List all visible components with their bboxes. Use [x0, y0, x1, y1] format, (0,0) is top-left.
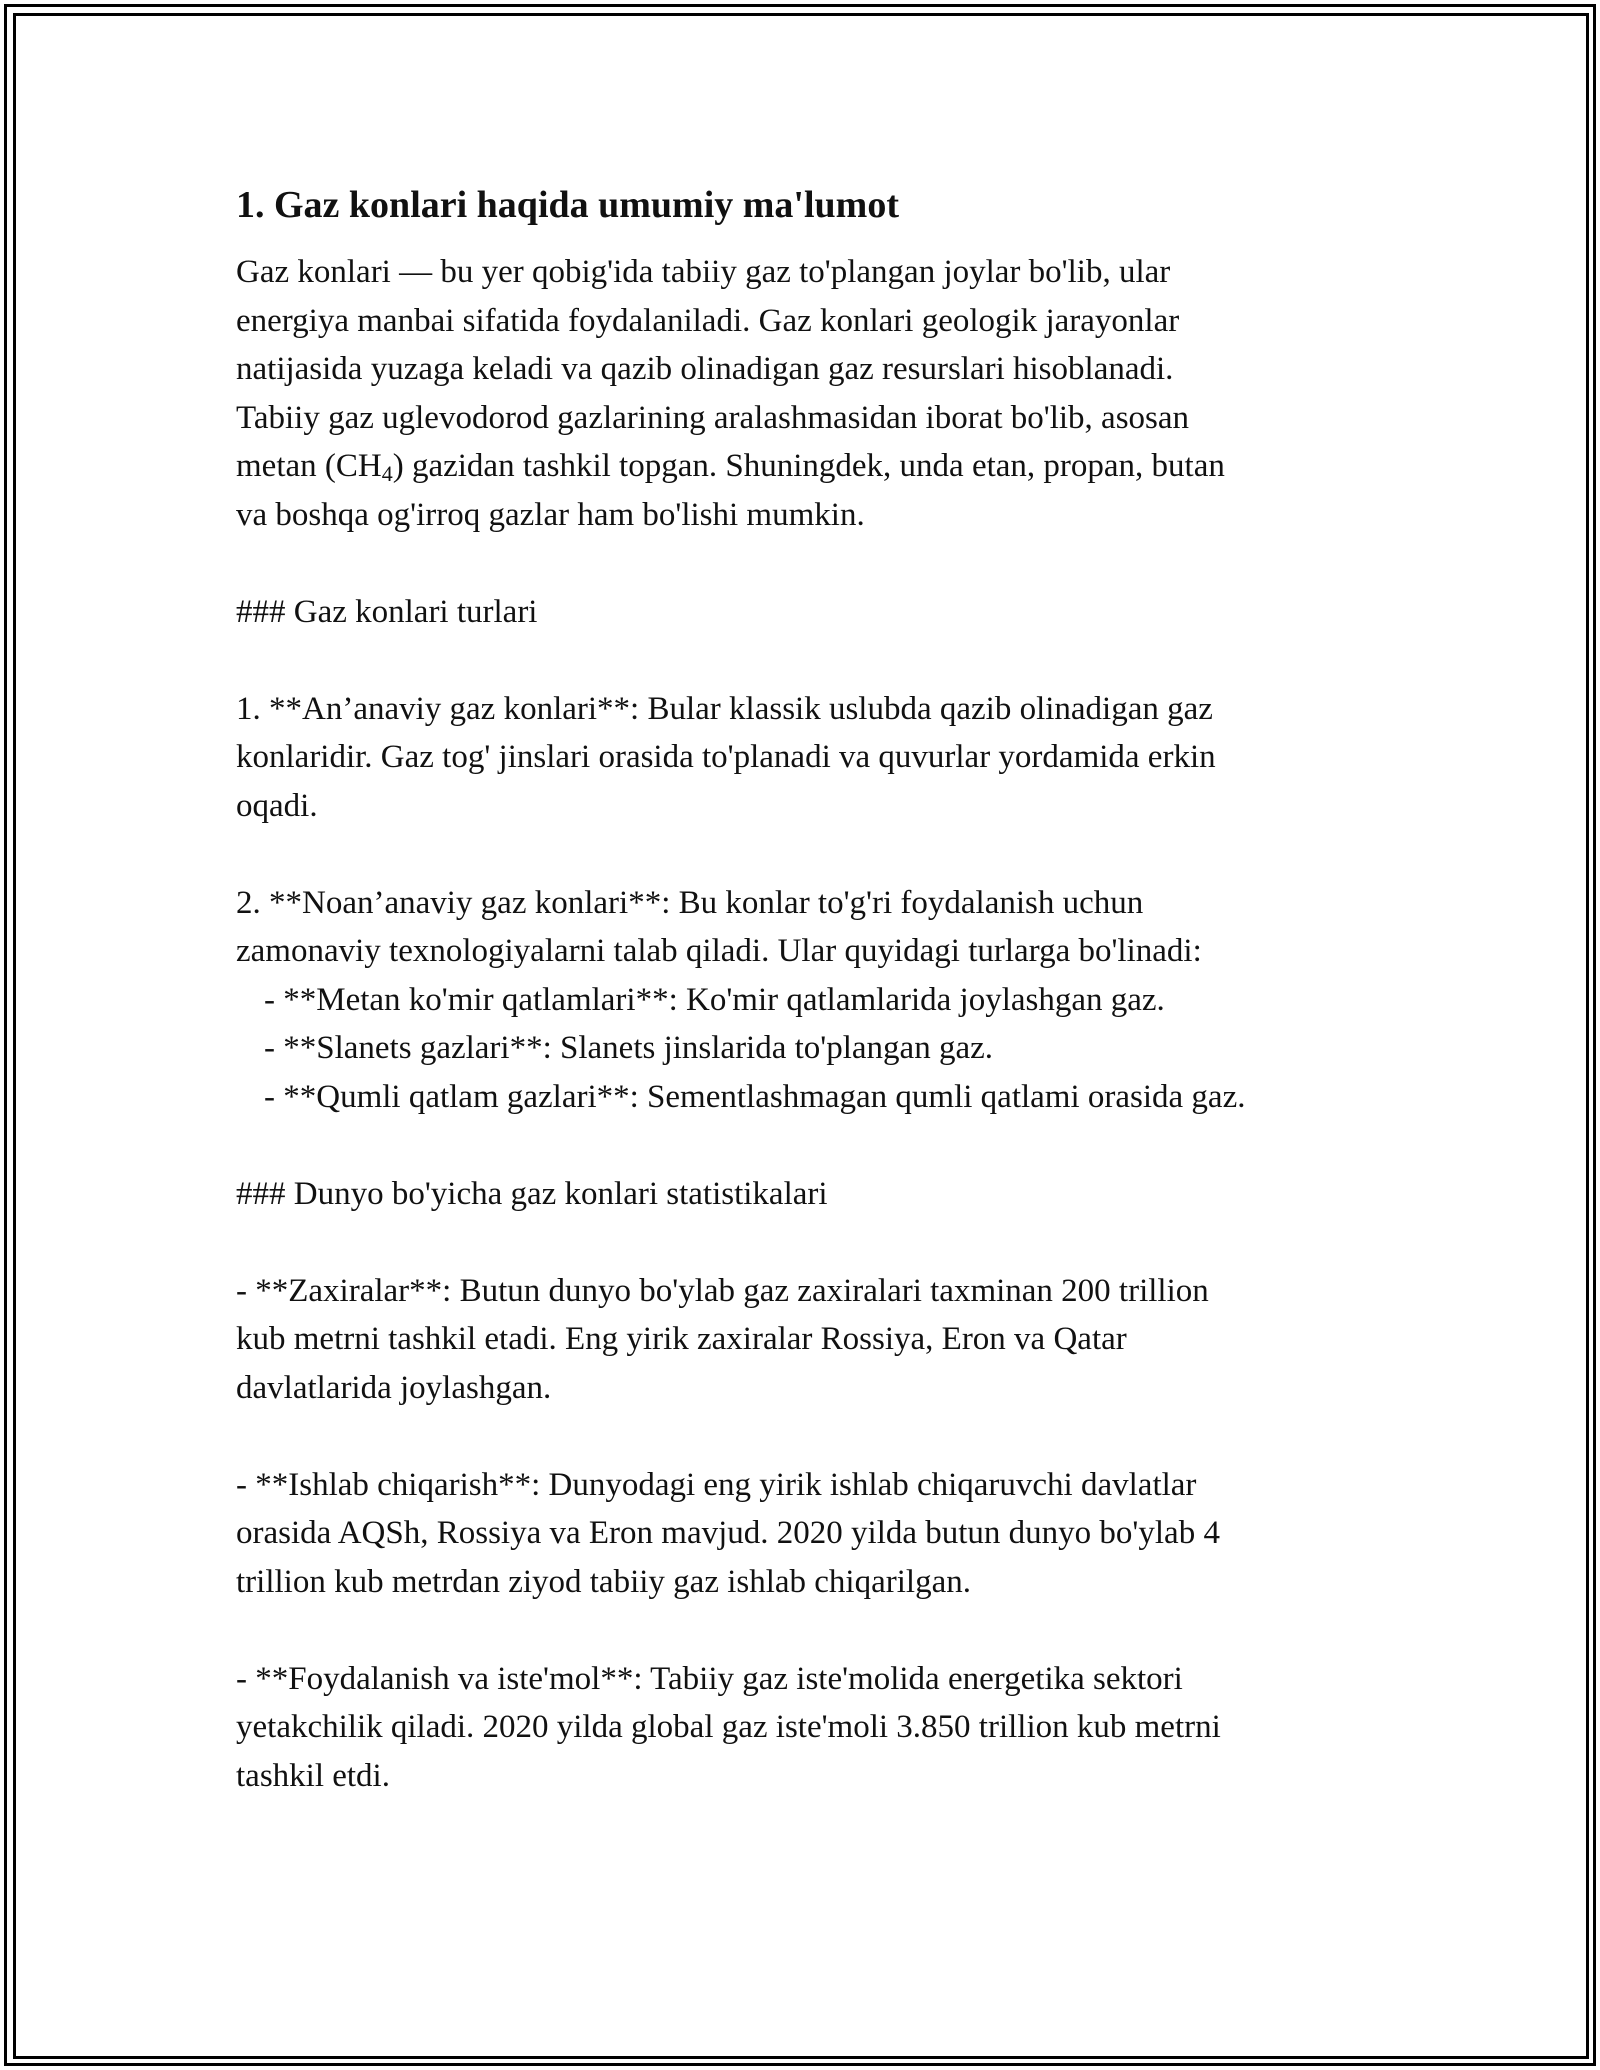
list-item-production	[236, 1461, 1376, 1607]
sub-list-item: - **Metan ko'mir qatlamlari**: Ko'mir qatlamlarida joylashgan gaz.	[264, 981, 1165, 1018]
text-line: natijasida yuzaga keladi va qazib olinadigan gaz resurslari hisoblanadi.	[236, 351, 1174, 387]
methane-text: metan (CH	[236, 448, 382, 484]
text-line: oqadi.	[236, 787, 318, 824]
list-item-unconventional	[236, 879, 1376, 1122]
text-line: davlatlarida joylashgan.	[236, 1369, 552, 1406]
intro-paragraph	[236, 248, 1376, 539]
text-line: - **Zaxiralar**: Butun dunyo bo'ylab gaz zaxiralari taxminan 200 trillion	[236, 1272, 1209, 1309]
section-heading-stats: ### Dunyo bo'yicha gaz konlari statistikalari	[236, 1175, 828, 1212]
text-line: Tabiiy gaz uglevodorod gazlarining aralashmasidan iborat bo'lib, asosan	[236, 399, 1190, 436]
list-item-consumption	[236, 1655, 1376, 1801]
page-title: 1. Gaz konlari haqida umumiy ma'lumot	[236, 184, 899, 226]
text-line: - **Foydalanish va iste'mol**: Tabiiy gaz iste'molida energetika sektori	[236, 1660, 1183, 1697]
text-line: 2. **Noan’anaviy gaz konlari**: Bu konlar to'g'ri foydalanish uchun	[236, 884, 1144, 921]
text-line: 1. **An’anaviy gaz konlari**: Bular klassik uslubda qazib olinadigan gaz	[236, 690, 1213, 727]
text-line: - **Ishlab chiqarish**: Dunyodagi eng yirik ishlab chiqaruvchi davlatlar	[236, 1466, 1197, 1503]
sub-list-item: - **Qumli qatlam gazlari**: Sementlashmagan qumli qatlami orasida gaz.	[264, 1078, 1246, 1115]
section-heading-types: ### Gaz konlari turlari	[236, 593, 538, 630]
sub-list-item: - **Slanets gazlari**: Slanets jinslarida to'plangan gaz.	[264, 1030, 993, 1066]
list-item-conventional	[236, 685, 1376, 831]
text-line: va boshqa og'irroq gazlar ham bo'lishi mumkin.	[236, 496, 865, 533]
text-line: kub metrni tashkil etadi. Eng yirik zaxiralar Rossiya, Eron va Qatar	[236, 1321, 1127, 1357]
text-line: konlaridir. Gaz tog' jinslari orasida to'planadi va quvurlar yordamida erkin	[236, 739, 1216, 775]
methane-line	[236, 442, 1376, 491]
text-line: Gaz konlari — bu yer qobig'ida tabiiy gaz to'plangan joylar bo'lib, ular	[236, 254, 1171, 290]
document-body	[236, 182, 1376, 1800]
text-line: yetakchilik qiladi. 2020 yilda global gaz iste'moli 3.850 trillion kub metrni	[236, 1709, 1221, 1745]
text-line: trillion kub metrdan ziyod tabiiy gaz ishlab chiqarilgan.	[236, 1563, 971, 1600]
list-item-reserves	[236, 1267, 1376, 1413]
text-line: orasida AQSh, Rossiya va Eron mavjud. 2020 yilda butun dunyo bo'ylab 4	[236, 1515, 1220, 1551]
methane-subscript: 4	[381, 461, 393, 486]
text-line: energiya manbai sifatida foydalaniladi. Gaz konlari geologik jarayonlar	[236, 302, 1180, 339]
methane-text-after: ) gazidan tashkil topgan. Shuningdek, unda etan, propan, butan	[392, 448, 1225, 484]
text-line: tashkil etdi.	[236, 1757, 390, 1794]
text-line: zamonaviy texnologiyalarni talab qiladi. Ular quyidagi turlarga bo'linadi:	[236, 933, 1202, 969]
